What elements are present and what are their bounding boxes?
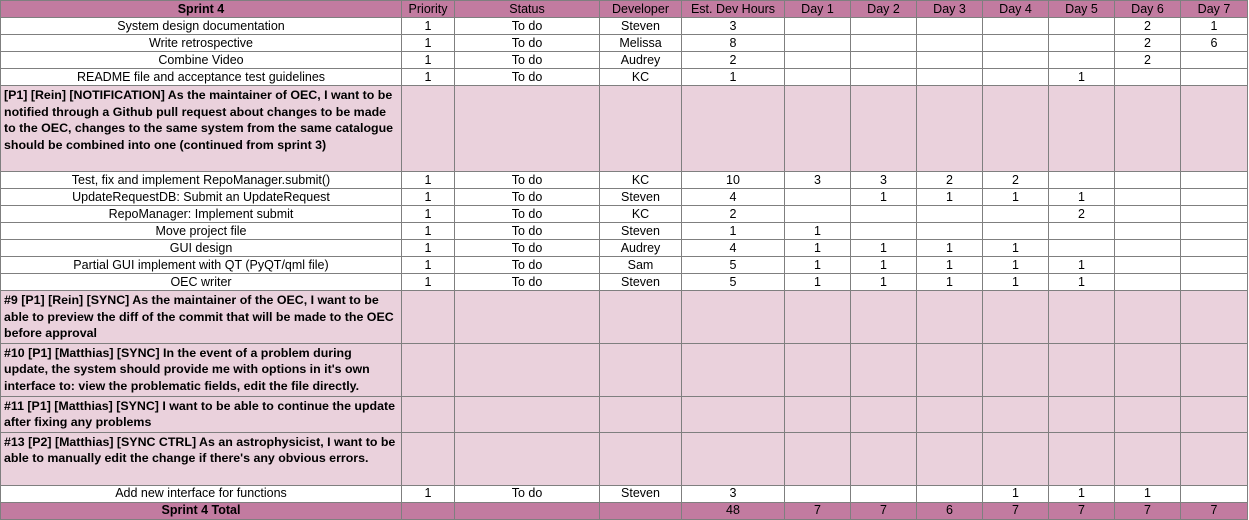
day-3-cell[interactable]: 1 (917, 189, 983, 206)
empty-cell[interactable] (983, 432, 1049, 485)
day-4-cell[interactable]: 2 (983, 172, 1049, 189)
day-3-cell[interactable] (917, 206, 983, 223)
day-5-cell[interactable]: 1 (1049, 485, 1115, 502)
developer-cell[interactable]: KC (600, 206, 682, 223)
empty-cell[interactable] (1049, 86, 1115, 172)
est-hours-cell[interactable]: 3 (682, 485, 785, 502)
total-day-3-cell[interactable]: 6 (917, 502, 983, 519)
status-cell[interactable]: To do (455, 52, 600, 69)
story-cell[interactable]: #13 [P2] [Matthias] [SYNC CTRL] As an astrophysicist, I want to be able to manually edit the change if there's any obvious errors. (1, 432, 402, 485)
story-row (1, 291, 1248, 344)
day-1-cell[interactable] (785, 52, 851, 69)
day-7-cell[interactable] (1181, 69, 1248, 86)
story-row (1, 432, 1248, 485)
day-1-cell[interactable] (785, 206, 851, 223)
priority-cell[interactable]: 1 (402, 69, 455, 86)
developer-cell[interactable]: Steven (600, 18, 682, 35)
empty-cell[interactable] (402, 396, 455, 432)
day-2-cell[interactable]: 1 (851, 257, 917, 274)
day-6-cell[interactable]: 2 (1115, 35, 1181, 52)
day-7-cell[interactable] (1181, 206, 1248, 223)
est-hours-cell[interactable]: 2 (682, 52, 785, 69)
day-4-cell[interactable]: 1 (983, 485, 1049, 502)
empty-cell[interactable] (682, 291, 785, 344)
total-priority-cell[interactable] (402, 502, 455, 519)
empty-cell[interactable] (1049, 343, 1115, 396)
day-3-cell[interactable] (917, 18, 983, 35)
total-day-7-cell[interactable]: 7 (1181, 502, 1248, 519)
col-header-day-6[interactable]: Day 6 (1115, 1, 1181, 18)
task-row (1, 35, 1248, 52)
day-3-cell[interactable] (917, 52, 983, 69)
task-row (1, 189, 1248, 206)
empty-cell[interactable] (983, 86, 1049, 172)
day-4-cell[interactable]: 1 (983, 257, 1049, 274)
est-hours-cell[interactable]: 1 (682, 223, 785, 240)
empty-cell[interactable] (1049, 432, 1115, 485)
priority-cell[interactable]: 1 (402, 172, 455, 189)
developer-cell[interactable]: Sam (600, 257, 682, 274)
empty-cell[interactable] (785, 343, 851, 396)
empty-cell[interactable] (682, 432, 785, 485)
empty-cell[interactable] (917, 432, 983, 485)
task-name-cell[interactable]: OEC writer (1, 274, 402, 291)
day-7-cell[interactable] (1181, 274, 1248, 291)
empty-cell[interactable] (1115, 432, 1181, 485)
empty-cell[interactable] (1181, 432, 1248, 485)
total-day-1-cell[interactable]: 7 (785, 502, 851, 519)
est-hours-cell[interactable]: 4 (682, 240, 785, 257)
empty-cell[interactable] (1115, 343, 1181, 396)
task-row (1, 69, 1248, 86)
day-6-cell[interactable] (1115, 172, 1181, 189)
day-7-cell[interactable] (1181, 257, 1248, 274)
day-2-cell[interactable] (851, 485, 917, 502)
est-hours-cell[interactable]: 10 (682, 172, 785, 189)
task-name-cell[interactable]: README file and acceptance test guidelines (1, 69, 402, 86)
priority-cell[interactable]: 1 (402, 189, 455, 206)
story-row (1, 396, 1248, 432)
status-cell[interactable]: To do (455, 274, 600, 291)
day-5-cell[interactable]: 1 (1049, 257, 1115, 274)
status-cell[interactable]: To do (455, 189, 600, 206)
empty-cell[interactable] (1115, 396, 1181, 432)
day-1-cell[interactable]: 1 (785, 257, 851, 274)
priority-cell[interactable]: 1 (402, 240, 455, 257)
day-4-cell[interactable] (983, 35, 1049, 52)
day-2-cell[interactable]: 1 (851, 274, 917, 291)
day-2-cell[interactable] (851, 18, 917, 35)
day-3-cell[interactable]: 1 (917, 257, 983, 274)
empty-cell[interactable] (917, 291, 983, 344)
day-3-cell[interactable] (917, 69, 983, 86)
day-6-cell[interactable]: 1 (1115, 485, 1181, 502)
est-hours-cell[interactable]: 5 (682, 274, 785, 291)
day-4-cell[interactable]: 1 (983, 189, 1049, 206)
day-5-cell[interactable] (1049, 172, 1115, 189)
day-3-cell[interactable]: 2 (917, 172, 983, 189)
day-6-cell[interactable] (1115, 223, 1181, 240)
empty-cell[interactable] (402, 343, 455, 396)
story-cell[interactable]: #11 [P1] [Matthias] [SYNC] I want to be able to continue the update after fixing any problems (1, 396, 402, 432)
day-1-cell[interactable]: 1 (785, 223, 851, 240)
priority-cell[interactable]: 1 (402, 257, 455, 274)
developer-cell[interactable]: Steven (600, 189, 682, 206)
day-6-cell[interactable] (1115, 69, 1181, 86)
empty-cell[interactable] (1049, 291, 1115, 344)
sprint-title[interactable]: Sprint 4 (1, 1, 402, 18)
task-name-cell[interactable]: Partial GUI implement with QT (PyQT/qml file) (1, 257, 402, 274)
day-1-cell[interactable] (785, 69, 851, 86)
empty-cell[interactable] (600, 396, 682, 432)
day-3-cell[interactable] (917, 485, 983, 502)
day-4-cell[interactable]: 1 (983, 240, 1049, 257)
header-row (1, 1, 1248, 18)
day-6-cell[interactable]: 2 (1115, 52, 1181, 69)
priority-cell[interactable]: 1 (402, 485, 455, 502)
day-2-cell[interactable]: 3 (851, 172, 917, 189)
day-2-cell[interactable]: 1 (851, 189, 917, 206)
empty-cell[interactable] (917, 396, 983, 432)
empty-cell[interactable] (785, 86, 851, 172)
day-6-cell[interactable] (1115, 189, 1181, 206)
empty-cell[interactable] (1115, 291, 1181, 344)
day-1-cell[interactable]: 1 (785, 240, 851, 257)
day-6-cell[interactable] (1115, 206, 1181, 223)
empty-cell[interactable] (682, 343, 785, 396)
empty-cell[interactable] (851, 432, 917, 485)
day-3-cell[interactable]: 1 (917, 240, 983, 257)
empty-cell[interactable] (851, 343, 917, 396)
empty-cell[interactable] (851, 291, 917, 344)
developer-cell[interactable]: Steven (600, 274, 682, 291)
status-cell[interactable]: To do (455, 172, 600, 189)
empty-cell[interactable] (402, 432, 455, 485)
col-header-developer[interactable]: Developer (600, 1, 682, 18)
story-row (1, 343, 1248, 396)
task-name-cell[interactable]: Move project file (1, 223, 402, 240)
day-1-cell[interactable] (785, 485, 851, 502)
empty-cell[interactable] (1181, 396, 1248, 432)
story-cell[interactable]: #10 [P1] [Matthias] [SYNC] In the event of a problem during update, the system should provide me with options in it's own interface to: view the problematic fields, edit the file directly. (1, 343, 402, 396)
task-name-cell[interactable]: Add new interface for functions (1, 485, 402, 502)
empty-cell[interactable] (455, 396, 600, 432)
empty-cell[interactable] (1181, 343, 1248, 396)
empty-cell[interactable] (600, 343, 682, 396)
task-name-cell[interactable]: UpdateRequestDB: Submit an UpdateRequest (1, 189, 402, 206)
day-7-cell[interactable] (1181, 223, 1248, 240)
status-cell[interactable]: To do (455, 485, 600, 502)
empty-cell[interactable] (455, 291, 600, 344)
empty-cell[interactable] (402, 291, 455, 344)
empty-cell[interactable] (785, 396, 851, 432)
sheet-body (1, 18, 1248, 503)
priority-cell[interactable]: 1 (402, 223, 455, 240)
task-name-cell[interactable]: Combine Video (1, 52, 402, 69)
story-cell[interactable]: [P1] [Rein] [NOTIFICATION] As the maintainer of OEC, I want to be notified through a Github pull request about changes to be made to the OEC, changes to the same system from the same catalogue should be combined into one (continued from sprint 3) (1, 86, 402, 172)
priority-cell[interactable]: 1 (402, 35, 455, 52)
total-day-2-cell[interactable]: 7 (851, 502, 917, 519)
day-2-cell[interactable] (851, 206, 917, 223)
day-5-cell[interactable]: 2 (1049, 206, 1115, 223)
empty-cell[interactable] (600, 291, 682, 344)
day-4-cell[interactable] (983, 52, 1049, 69)
day-1-cell[interactable]: 3 (785, 172, 851, 189)
developer-cell[interactable]: Audrey (600, 240, 682, 257)
day-6-cell[interactable] (1115, 257, 1181, 274)
empty-cell[interactable] (1181, 86, 1248, 172)
day-7-cell[interactable] (1181, 189, 1248, 206)
day-6-cell[interactable] (1115, 240, 1181, 257)
empty-cell[interactable] (1115, 86, 1181, 172)
col-header-day-3[interactable]: Day 3 (917, 1, 983, 18)
developer-cell[interactable]: KC (600, 69, 682, 86)
day-2-cell[interactable] (851, 35, 917, 52)
day-2-cell[interactable] (851, 52, 917, 69)
est-hours-cell[interactable]: 1 (682, 69, 785, 86)
day-2-cell[interactable] (851, 69, 917, 86)
task-row (1, 223, 1248, 240)
priority-cell[interactable]: 1 (402, 52, 455, 69)
day-7-cell[interactable] (1181, 52, 1248, 69)
est-hours-cell[interactable]: 3 (682, 18, 785, 35)
day-7-cell[interactable] (1181, 240, 1248, 257)
total-developer-cell[interactable] (600, 502, 682, 519)
day-5-cell[interactable]: 1 (1049, 189, 1115, 206)
task-name-cell[interactable]: Test, fix and implement RepoManager.submit() (1, 172, 402, 189)
day-4-cell[interactable] (983, 206, 1049, 223)
status-cell[interactable]: To do (455, 223, 600, 240)
day-2-cell[interactable]: 1 (851, 240, 917, 257)
empty-cell[interactable] (682, 86, 785, 172)
day-5-cell[interactable] (1049, 223, 1115, 240)
empty-cell[interactable] (682, 396, 785, 432)
day-7-cell[interactable]: 6 (1181, 35, 1248, 52)
col-header-day-5[interactable]: Day 5 (1049, 1, 1115, 18)
day-3-cell[interactable] (917, 223, 983, 240)
task-row (1, 274, 1248, 291)
day-5-cell[interactable]: 1 (1049, 69, 1115, 86)
task-name-cell[interactable]: GUI design (1, 240, 402, 257)
day-4-cell[interactable] (983, 223, 1049, 240)
col-header-day-7[interactable]: Day 7 (1181, 1, 1248, 18)
story-cell[interactable]: #9 [P1] [Rein] [SYNC] As the maintainer of the OEC, I want to be able to preview the diff of the commit that will be made to the OEC before approval (1, 291, 402, 344)
day-3-cell[interactable]: 1 (917, 274, 983, 291)
empty-cell[interactable] (917, 343, 983, 396)
day-5-cell[interactable] (1049, 240, 1115, 257)
developer-cell[interactable]: Steven (600, 223, 682, 240)
empty-cell[interactable] (1181, 291, 1248, 344)
total-row (1, 502, 1248, 519)
est-hours-cell[interactable]: 2 (682, 206, 785, 223)
day-5-cell[interactable]: 1 (1049, 274, 1115, 291)
task-name-cell[interactable]: System design documentation (1, 18, 402, 35)
empty-cell[interactable] (785, 291, 851, 344)
empty-cell[interactable] (600, 432, 682, 485)
developer-cell[interactable]: Steven (600, 485, 682, 502)
est-hours-cell[interactable]: 8 (682, 35, 785, 52)
day-3-cell[interactable] (917, 35, 983, 52)
day-2-cell[interactable] (851, 223, 917, 240)
total-day-4-cell[interactable]: 7 (983, 502, 1049, 519)
day-4-cell[interactable]: 1 (983, 274, 1049, 291)
status-cell[interactable]: To do (455, 69, 600, 86)
day-6-cell[interactable] (1115, 274, 1181, 291)
day-5-cell[interactable] (1049, 18, 1115, 35)
task-name-cell[interactable]: RepoManager: Implement submit (1, 206, 402, 223)
total-label-cell[interactable]: Sprint 4 Total (1, 502, 402, 519)
col-header-priority[interactable]: Priority (402, 1, 455, 18)
task-row (1, 240, 1248, 257)
col-header-day-2[interactable]: Day 2 (851, 1, 917, 18)
total-day-5-cell[interactable]: 7 (1049, 502, 1115, 519)
est-hours-cell[interactable]: 4 (682, 189, 785, 206)
empty-cell[interactable] (983, 396, 1049, 432)
day-7-cell[interactable] (1181, 485, 1248, 502)
empty-cell[interactable] (600, 86, 682, 172)
empty-cell[interactable] (983, 291, 1049, 344)
empty-cell[interactable] (402, 86, 455, 172)
empty-cell[interactable] (455, 432, 600, 485)
col-header-est-dev-hours[interactable]: Est. Dev Hours (682, 1, 785, 18)
total-day-6-cell[interactable]: 7 (1115, 502, 1181, 519)
col-header-day-4[interactable]: Day 4 (983, 1, 1049, 18)
empty-cell[interactable] (851, 396, 917, 432)
day-1-cell[interactable] (785, 189, 851, 206)
empty-cell[interactable] (785, 432, 851, 485)
status-cell[interactable]: To do (455, 257, 600, 274)
total-status-cell[interactable] (455, 502, 600, 519)
priority-cell[interactable]: 1 (402, 274, 455, 291)
est-hours-cell[interactable]: 5 (682, 257, 785, 274)
empty-cell[interactable] (983, 343, 1049, 396)
task-row (1, 18, 1248, 35)
day-7-cell[interactable] (1181, 172, 1248, 189)
day-1-cell[interactable] (785, 18, 851, 35)
empty-cell[interactable] (1049, 396, 1115, 432)
task-row (1, 172, 1248, 189)
day-4-cell[interactable] (983, 18, 1049, 35)
status-cell[interactable]: To do (455, 35, 600, 52)
total-est-hours-cell[interactable]: 48 (682, 502, 785, 519)
empty-cell[interactable] (917, 86, 983, 172)
developer-cell[interactable]: Audrey (600, 52, 682, 69)
task-row (1, 485, 1248, 502)
col-header-day-1[interactable]: Day 1 (785, 1, 851, 18)
priority-cell[interactable]: 1 (402, 206, 455, 223)
day-1-cell[interactable]: 1 (785, 274, 851, 291)
status-cell[interactable]: To do (455, 18, 600, 35)
col-header-status[interactable]: Status (455, 1, 600, 18)
day-6-cell[interactable]: 2 (1115, 18, 1181, 35)
empty-cell[interactable] (455, 86, 600, 172)
developer-cell[interactable]: KC (600, 172, 682, 189)
day-1-cell[interactable] (785, 35, 851, 52)
day-7-cell[interactable]: 1 (1181, 18, 1248, 35)
empty-cell[interactable] (851, 86, 917, 172)
day-4-cell[interactable] (983, 69, 1049, 86)
day-5-cell[interactable] (1049, 52, 1115, 69)
status-cell[interactable]: To do (455, 206, 600, 223)
task-row (1, 257, 1248, 274)
empty-cell[interactable] (455, 343, 600, 396)
priority-cell[interactable]: 1 (402, 18, 455, 35)
task-name-cell[interactable]: Write retrospective (1, 35, 402, 52)
day-5-cell[interactable] (1049, 35, 1115, 52)
task-row (1, 52, 1248, 69)
story-row (1, 86, 1248, 172)
status-cell[interactable]: To do (455, 240, 600, 257)
task-row (1, 206, 1248, 223)
developer-cell[interactable]: Melissa (600, 35, 682, 52)
